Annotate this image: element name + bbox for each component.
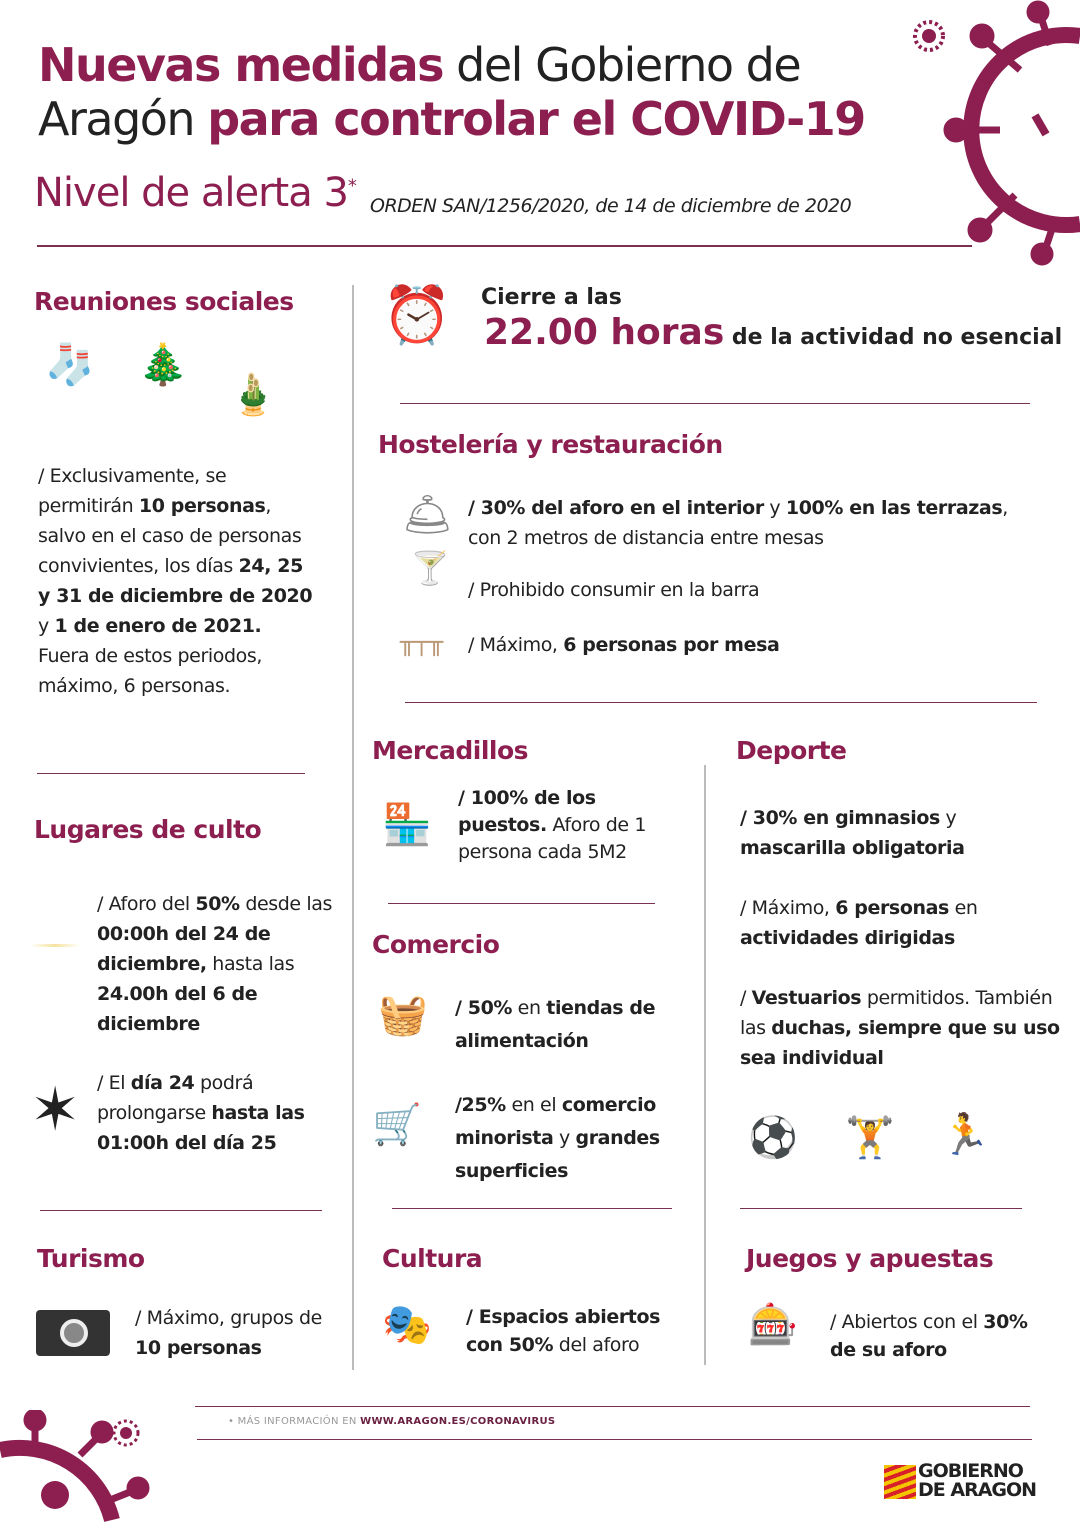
weightlifting-icon: 🏋 (845, 1115, 895, 1161)
ornaments-icon: 🎍 (228, 372, 278, 418)
section-title-culto: Lugares de culto (34, 815, 262, 844)
bold-text: 6 personas (835, 897, 949, 919)
comercio-item-2 (455, 1089, 695, 1188)
text-segment: Fuera de estos periodos, máximo, 6 personas. (38, 645, 262, 697)
bold-text: 24.00h del 6 de diciembre (97, 983, 258, 1035)
section-title-deporte: Deporte (736, 736, 847, 765)
page-title (38, 38, 865, 146)
section-title-mercadillos: Mercadillos (372, 736, 529, 765)
text-segment: y (553, 1127, 576, 1149)
text-segment: en el (505, 1094, 562, 1116)
bold-text: tiendas de alimentación (455, 997, 656, 1052)
runner-icon: 🏃 (940, 1112, 990, 1158)
mercadillos-text (458, 785, 673, 866)
title-rest-1: del Gobierno de (443, 38, 801, 92)
text-segment: desde las (239, 893, 332, 915)
title-rest-2: Aragón (38, 92, 208, 146)
deporte-item-3 (740, 983, 1070, 1073)
hosteleria-item-3 (468, 630, 1028, 660)
section-title-cultura: Cultura (382, 1244, 483, 1273)
more-info-link[interactable]: WWW.ARAGON.ES/CORONAVIRUS (360, 1416, 556, 1427)
more-info (228, 1416, 555, 1427)
bold-text: /25% (455, 1094, 506, 1116)
bold-text: 30% de su aforo (830, 1311, 1028, 1361)
bold-text: mascarilla obligatoria (740, 837, 965, 859)
bold-text: actividades dirigidas (740, 927, 955, 949)
bold-text: comercio minorista (455, 1094, 656, 1149)
text-segment: / El (97, 1072, 131, 1094)
bold-text: Vestuarios (751, 987, 862, 1009)
divider (37, 773, 305, 774)
text-segment: / Aforo del (97, 893, 196, 915)
bold-text: / 30% del aforo en el interior (468, 497, 764, 519)
divider (400, 403, 1030, 404)
logo-line-1: GOBIERNO (918, 1460, 1023, 1482)
order-reference: ORDEN SAN/1256/2020, de 14 de diciembre de 2020 (370, 195, 852, 217)
bold-text: 1 de enero de 2021. (54, 615, 262, 637)
text-segment: Aforo de 1 persona cada 5M2 (458, 814, 647, 863)
hosteleria-item-2 (468, 575, 1028, 605)
comercio-item-1 (455, 992, 690, 1058)
text-segment: y (763, 497, 786, 519)
divider (740, 1208, 1022, 1209)
grocery-basket-icon: 🧺 (378, 992, 428, 1038)
section-title-juegos: Juegos y apuestas (746, 1244, 994, 1273)
divider (405, 702, 1037, 703)
text-segment: podrá prolongarse (97, 1072, 254, 1124)
text-segment: permitidos. También las (740, 987, 1053, 1039)
text-segment: , con 2 metros de distancia entre mesas (468, 497, 1008, 549)
star-icon: ✶ (30, 1075, 81, 1145)
text-segment: del aforo (553, 1334, 640, 1356)
text-segment: / Máximo, (468, 634, 564, 656)
divider (352, 285, 354, 1370)
divider (40, 1210, 322, 1211)
text-segment: en (948, 897, 978, 919)
alarm-clock-icon: ⏰ (382, 283, 452, 348)
bold-text: 24, 25 y 31 de diciembre de 2020 (38, 555, 313, 607)
soccer-ball-icon: ⚽ (748, 1115, 798, 1161)
text-segment: y (38, 615, 55, 637)
alert-level-text: Nivel de alerta 3 (34, 170, 348, 216)
bold-text: duchas, siempre que su uso sea individual (740, 1017, 1060, 1069)
logo-line-2: DE ARAGON (918, 1479, 1037, 1501)
market-stall-icon: 🏪 (382, 802, 432, 848)
bold-text: 00:00h del 24 de diciembre, (97, 923, 271, 975)
divider (197, 1439, 1032, 1440)
title-bold-2: para controlar el COVID-19 (207, 92, 865, 146)
hosteleria-item-1 (468, 493, 1038, 553)
divider (195, 1406, 1030, 1407)
small-virus-bottom-icon (108, 1415, 144, 1451)
closing-rest: de la actividad no esencial (724, 325, 1063, 350)
divider (704, 765, 706, 1365)
section-title-turismo: Turismo (37, 1244, 145, 1273)
title-bold-1: Nuevas medidas (38, 38, 444, 92)
section-title-hosteleria: Hostelería y restauración (378, 430, 723, 459)
small-virus-icon (905, 12, 953, 60)
alert-level (34, 170, 356, 216)
section-title-comercio: Comercio (372, 930, 500, 959)
text-segment: / Máximo, (740, 897, 836, 919)
gobierno-aragon-logo (918, 1462, 1036, 1500)
bold-text: 100% en las terrazas (785, 497, 1003, 519)
bold-text: 10 personas (138, 495, 266, 517)
alert-asterisk: * (347, 175, 356, 197)
bold-text: 10 personas (135, 1337, 262, 1359)
virus-decoration-icon (940, 0, 1080, 270)
closing-hour: 22.00 horas (484, 312, 725, 353)
text-segment: / (740, 987, 752, 1009)
divider (37, 245, 972, 247)
text-segment: / Exclusivamente, se permitirán (38, 465, 227, 517)
divider (388, 903, 655, 904)
cloche-icon: 🛎 (402, 492, 453, 538)
poker-chips-icon: 🎰 (748, 1302, 798, 1348)
light-icon (30, 944, 80, 947)
bold-text: / Espacios abiertos con 50% (466, 1306, 661, 1356)
culto-item-2 (97, 1068, 337, 1158)
deporte-item-2 (740, 893, 1060, 953)
cocktail-icon: 🍸 (410, 549, 450, 587)
camera-icon (36, 1310, 110, 1356)
deporte-item-1 (740, 803, 1060, 863)
bold-text: / 50% (455, 997, 513, 1019)
bold-text: hasta las 01:00h del día 25 (97, 1102, 305, 1154)
more-info-prefix: • MÁS INFORMACIÓN EN (228, 1416, 361, 1427)
text-segment: / Máximo, grupos de (135, 1307, 322, 1329)
divider (392, 1208, 672, 1209)
bold-text: 6 personas por mesa (563, 634, 780, 656)
cultura-text (466, 1303, 686, 1359)
christmas-tree-icon: 🎄 (138, 342, 188, 388)
bold-text: / 100% de los puestos. (458, 787, 596, 836)
stocking-icon: 🧦 (45, 342, 95, 388)
closing-time (484, 312, 1062, 353)
text-segment: y (939, 807, 957, 829)
bold-text: día 24 (130, 1072, 195, 1094)
table-icon: ╥┬╥ (400, 628, 444, 656)
closing-line1: Cierre a las (481, 285, 622, 310)
text-segment: en (512, 997, 547, 1019)
text-segment: hasta las (206, 953, 295, 975)
bold-text: grandes superficies (455, 1127, 660, 1182)
shopping-cart-icon: 🛒 (372, 1102, 422, 1148)
text-segment: / Prohibido consumir en la barra (468, 579, 760, 601)
text-segment: , salvo en el caso de personas convivientes, los días (38, 495, 302, 577)
bold-text: / 30% en gimnasios (740, 807, 940, 829)
theater-masks-icon: 🎭 (382, 1302, 432, 1348)
juegos-text (830, 1308, 1030, 1364)
text-segment: / Abiertos con el (830, 1311, 984, 1333)
reuniones-text (38, 461, 318, 701)
bold-text: 50% (195, 893, 240, 915)
aragon-flag-icon (884, 1465, 916, 1499)
section-title-reuniones: Reuniones sociales (34, 287, 294, 316)
culto-item-1 (97, 889, 345, 1039)
turismo-text (135, 1303, 335, 1363)
